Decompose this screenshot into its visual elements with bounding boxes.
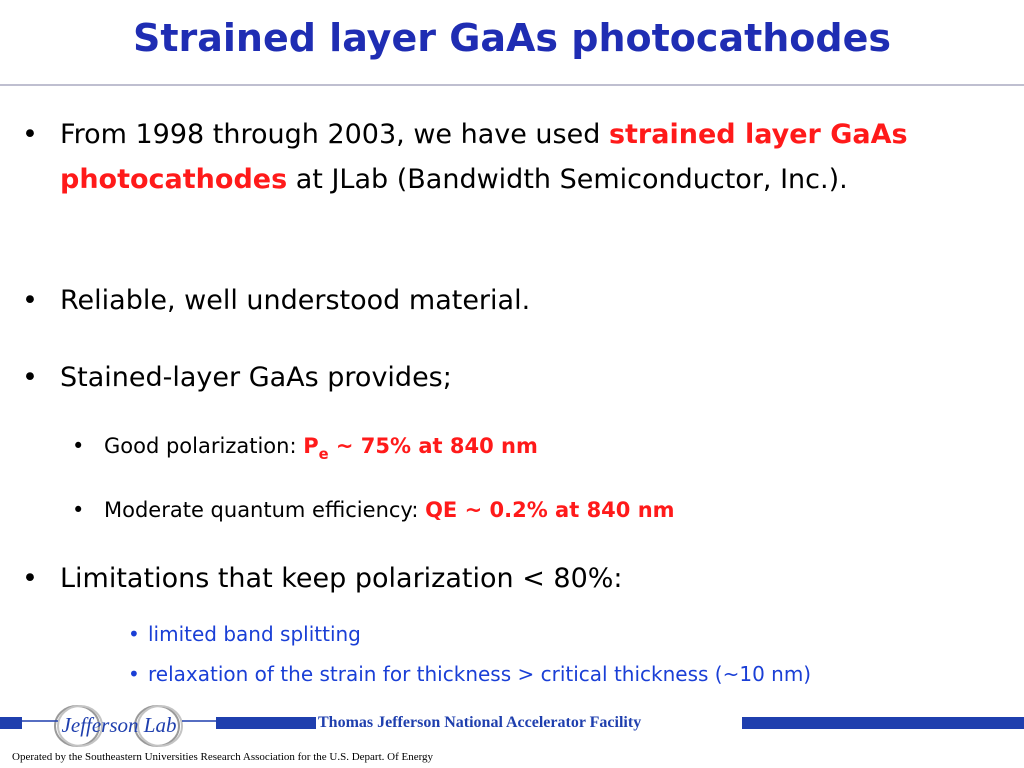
- title-divider: [0, 84, 1024, 86]
- footer-bar: [216, 717, 316, 729]
- bullet-dot: •: [22, 563, 38, 594]
- jefferson-lab-logo: [22, 702, 216, 750]
- bullet-dot: •: [72, 498, 85, 522]
- bullet-dot: •: [128, 622, 140, 646]
- bullet-text: [60, 112, 990, 202]
- operated-by-text: Operated by the Southeastern Universities Research Association for the U.S. Depart. Of Energy: [12, 751, 434, 763]
- facility-name: Thomas Jefferson National Accelerator Facility: [318, 714, 642, 731]
- bullet-text: Limitations that keep polarization < 80%:: [60, 563, 623, 594]
- subscript-text: e: [318, 446, 329, 463]
- bullet-text: Stained-layer GaAs provides;: [60, 362, 452, 393]
- bullet-dot: •: [72, 434, 85, 458]
- sub-bullet-text: relaxation of the strain for thickness > critical thickness (~10 nm): [148, 662, 812, 686]
- slide-title: Strained layer GaAs photocathodes: [132, 16, 891, 60]
- sub-bullet-text: [104, 431, 538, 470]
- bullet-text: Reliable, well understood material.: [60, 285, 531, 316]
- bullet-dot: •: [128, 662, 140, 686]
- footer-bar: [742, 717, 1024, 729]
- bullet-text-part: at JLab (Bandwidth Semiconductor, Inc.).: [287, 164, 848, 195]
- highlighted-text: QE ~ 0.2% at 840 nm: [425, 498, 675, 522]
- highlighted-text: P: [303, 434, 319, 458]
- bullet-dot: •: [22, 285, 38, 316]
- logo-text: Jefferson Lab: [61, 713, 177, 737]
- highlighted-text: ~ 75% at 840 nm: [328, 434, 538, 458]
- footer-bar: [0, 717, 22, 729]
- bullet-text-part: From 1998 through 2003, we have used: [60, 119, 609, 150]
- bullet-text-part: Moderate quantum efficiency:: [104, 498, 426, 522]
- bullet-dot: •: [22, 119, 38, 150]
- highlighted-text: strained layer GaAs photocathodes: [60, 119, 908, 195]
- bullet-text-part: Good polarization:: [104, 434, 304, 458]
- bullet-dot: •: [22, 362, 38, 393]
- sub-bullet-text: [104, 495, 675, 525]
- sub-bullet-text: limited band splitting: [148, 622, 361, 646]
